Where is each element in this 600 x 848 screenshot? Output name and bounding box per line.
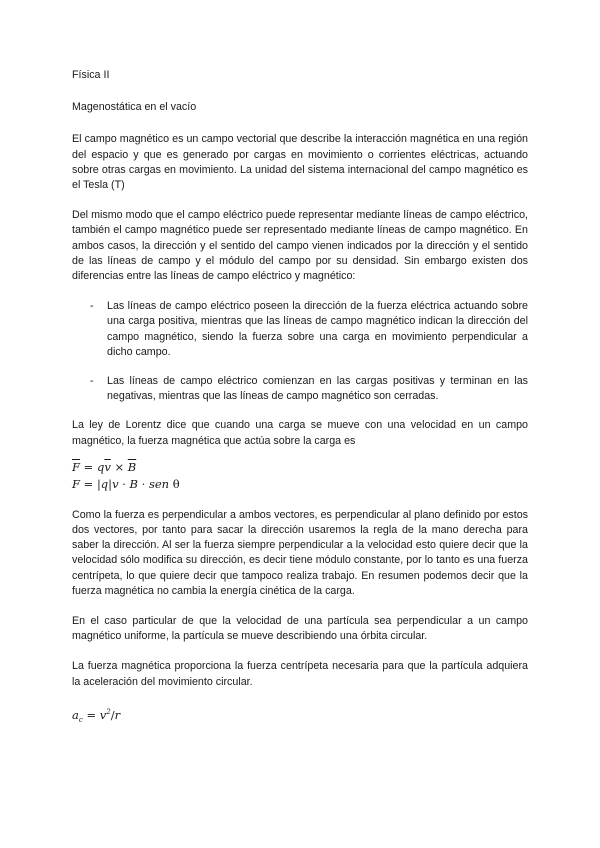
section-heading: Magenostática en el vacío bbox=[72, 101, 197, 114]
symbol-sine: sen bbox=[148, 476, 170, 491]
symbol-exponent: 2 bbox=[106, 707, 111, 716]
symbol-velocity: $\overline{v}$ bbox=[104, 459, 111, 474]
paragraph-intro: El campo magnético es un campo vectorial que describe la interacción magnética en una región del espacio y que es generado por cargas en movimiento o corrientes eléctricas, actuando sobre otras cargas en movimiento. La unidad del sistema internacional del campo magnético es el Tesla (T) bbox=[72, 133, 528, 192]
differences-list bbox=[72, 299, 528, 404]
lorentz-formulas bbox=[72, 459, 528, 493]
list-item-text: Las líneas de campo eléctrico poseen la dirección de la fuerza eléctrica actuando sobre una carga positiva, mientras que las líneas de campo magnético indican la dirección del campo magnético, siendo la fuerza sobre una carga en movimiento perpendicular a dicho campo. bbox=[107, 300, 528, 358]
symbol-abs-charge: |q| bbox=[96, 476, 113, 491]
symbol-cross: × bbox=[114, 459, 125, 474]
symbol-radius: r bbox=[114, 707, 121, 722]
symbol-charge: q bbox=[96, 459, 105, 474]
symbol-force: $\overline{F}$ bbox=[72, 459, 80, 474]
symbol-velocity: v bbox=[99, 707, 107, 722]
symbol-acceleration: a bbox=[72, 707, 79, 722]
formula-lorentz-magnitude bbox=[72, 476, 528, 493]
bullet-dash: - bbox=[90, 300, 94, 313]
document-page bbox=[72, 68, 528, 740]
symbol-dot: · bbox=[141, 476, 146, 491]
paragraph-centripetal: La fuerza magnética proporciona la fuerza centrípeta necesaria para que la partícula adquiera la aceleración del movimiento circular. bbox=[72, 660, 528, 688]
symbol-velocity: v bbox=[112, 476, 119, 491]
paragraph-field-lines: Del mismo modo que el campo eléctrico puede representar mediante líneas de campo eléctrico, también el campo magnético puede ser representado mediante líneas de campo magnético. En ambos casos, la dirección y el sentido del campo vienen indicados por la dirección y el sentido de las líneas de campo y el módulo del campo por su densidad. Sin embargo existen dos diferencias entre las líneas de campo eléctrico y magnético: bbox=[72, 209, 528, 283]
symbol-field: $\overline{B}$ bbox=[127, 459, 137, 474]
list-item-text: Las líneas de campo eléctrico comienzan en las cargas positivas y terminan en las negativas, mientras que las líneas de campo magnético son cerradas. bbox=[107, 375, 528, 403]
paragraph-circular: En el caso particular de que la velocidad de una partícula sea perpendicular a un campo magnético uniforme, la partícula se mueve describiendo una órbita circular. bbox=[72, 615, 528, 643]
symbol-subscript: c bbox=[78, 716, 83, 725]
list-item bbox=[72, 374, 528, 404]
symbol-field: B bbox=[129, 476, 138, 491]
paragraph-lorentz: La ley de Lorentz dice que cuando una carga se mueve con una velocidad en un campo magnético, la fuerza magnética que actúa sobre la carga es bbox=[72, 419, 528, 447]
symbol-force: F bbox=[72, 476, 80, 491]
document-title: Física II bbox=[72, 69, 110, 81]
symbol-equals: = bbox=[83, 476, 94, 491]
list-item bbox=[72, 299, 528, 360]
formula-centripetal-acceleration bbox=[72, 705, 528, 728]
symbol-slash: / bbox=[110, 707, 115, 722]
symbol-dot: · bbox=[122, 476, 126, 491]
symbol-equals: = bbox=[83, 459, 94, 474]
bullet-dash: - bbox=[90, 375, 94, 388]
symbol-theta: θ bbox=[172, 476, 180, 491]
paragraph-direction: Como la fuerza es perpendicular a ambos vectores, es perpendicular al plano definido por estos dos vectores, por tanto para sacar la dirección usaremos la regla de la mano derecha para saber la dirección. Al ser la fuerza siempre perpendicular a la velocidad esto quiere decir que la velocidad sólo modifica su dirección, es decir tiene módulo constante, por lo tanto es una fuerza centrípeta, lo que quiere decir que tampoco realiza trabajo. En resumen podemos decir que la fuerza magnética no cambia la energía cinética de la carga. bbox=[72, 508, 528, 597]
formula-lorentz-vector bbox=[72, 459, 528, 476]
symbol-equals: = bbox=[86, 707, 97, 722]
